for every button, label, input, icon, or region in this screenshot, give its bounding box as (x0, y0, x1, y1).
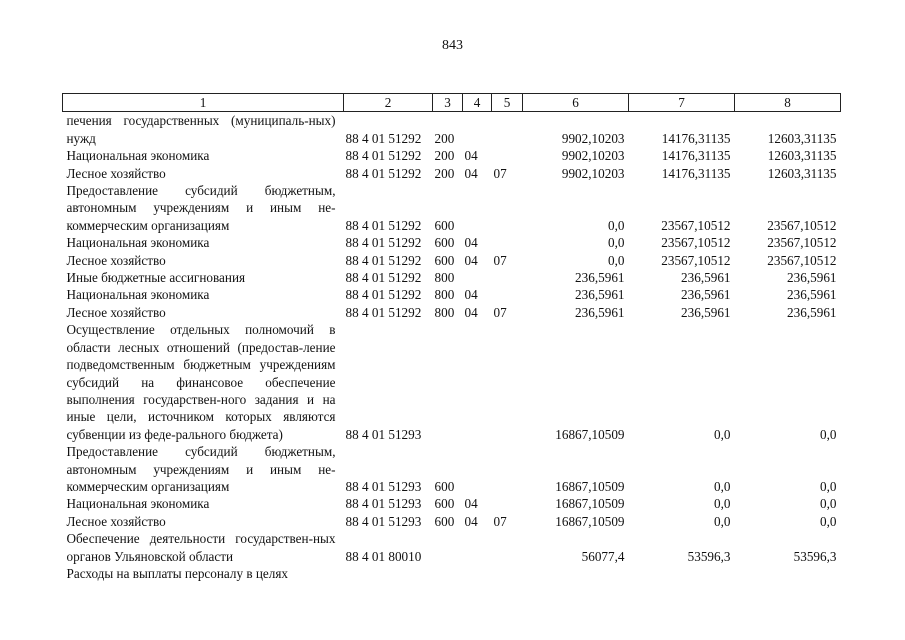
row-section (463, 321, 492, 443)
row-value-col7: 23567,10512 (661, 217, 731, 233)
row-value-col6: 236,5961 (575, 304, 625, 320)
row-name: Лесное хозяйство (66, 304, 166, 320)
row-value-col7: 0,0 (714, 478, 731, 494)
table-row (63, 252, 841, 269)
row-target-code: 88 4 01 51292 (345, 235, 422, 251)
row-target-code: 88 4 01 80010 (345, 548, 422, 564)
row-subsection (492, 565, 523, 582)
row-value-col8: 53596,3 (793, 548, 837, 564)
row-value-col6: 9902,10203 (561, 148, 625, 164)
row-value-col6: 16867,10509 (555, 513, 625, 529)
header-row (63, 94, 841, 112)
row-section: 04 (464, 287, 478, 303)
row-name: Национальная экономика (66, 235, 210, 251)
row-expense-type: 600 (434, 252, 455, 268)
row-section (463, 269, 492, 286)
row-value-col8: 12603,31135 (767, 148, 837, 164)
row-value-col6: 16867,10509 (555, 426, 625, 442)
row-value-col7: 14176,31135 (661, 130, 731, 146)
row-value-col8: 236,5961 (787, 270, 837, 286)
row-target-code (344, 565, 433, 582)
row-subsection (492, 182, 523, 234)
row-section: 04 (464, 235, 478, 251)
table-row (63, 182, 841, 234)
row-value-col7 (629, 565, 735, 582)
row-subsection: 07 (493, 304, 507, 320)
row-value-col7: 14176,31135 (661, 165, 731, 181)
row-target-code: 88 4 01 51292 (345, 287, 422, 303)
row-value-col6: 9902,10203 (561, 165, 625, 181)
row-target-code: 88 4 01 51292 (345, 304, 422, 320)
row-value-col8: 236,5961 (787, 304, 837, 320)
row-expense-type: 600 (434, 217, 455, 233)
row-target-code: 88 4 01 51292 (345, 165, 422, 181)
row-name: Национальная экономика (66, 287, 210, 303)
row-section (463, 443, 492, 495)
table-row (63, 443, 841, 495)
row-value-col6: 16867,10509 (555, 496, 625, 512)
row-subsection (492, 269, 523, 286)
row-section: 04 (464, 513, 478, 529)
header-col-2: 2 (344, 94, 433, 112)
row-value-col7: 236,5961 (681, 304, 731, 320)
table-row (63, 495, 841, 512)
row-expense-type: 800 (434, 304, 455, 320)
row-target-code: 88 4 01 51292 (345, 148, 422, 164)
header-col-6: 6 (523, 94, 629, 112)
row-value-col8: 23567,10512 (767, 235, 837, 251)
row-value-col8: 0,0 (820, 513, 837, 529)
row-target-code: 88 4 01 51292 (345, 252, 422, 268)
row-name: Национальная экономика (66, 148, 210, 164)
row-value-col6: 236,5961 (575, 270, 625, 286)
row-value-col6 (523, 565, 629, 582)
row-value-col8: 0,0 (820, 496, 837, 512)
row-section: 04 (464, 165, 478, 181)
row-name: печения государственных (муниципаль-ных) нужд (66, 113, 336, 146)
budget-table (62, 93, 841, 582)
row-subsection (492, 530, 523, 565)
row-target-code: 88 4 01 51292 (345, 217, 422, 233)
row-expense-type: 600 (434, 496, 455, 512)
row-value-col6: 0,0 (608, 217, 625, 233)
row-name: Иные бюджетные ассигнования (66, 270, 246, 286)
row-value-col6: 16867,10509 (555, 478, 625, 494)
row-name: Осуществление отдельных полномочий в области лесных отношений (предостав-ление подведомственным бюджетным учреждениям субсидий на финансовое обеспечение выполнения государствен-ного задания и на иные цели, источником которых являются субвенции из феде-рального бюджета) (66, 322, 336, 442)
table-row (63, 234, 841, 251)
row-value-col8: 12603,31135 (767, 165, 837, 181)
row-section (463, 182, 492, 234)
table-row (63, 304, 841, 321)
row-value-col8 (735, 565, 841, 582)
row-expense-type (433, 530, 463, 565)
header-col-3: 3 (433, 94, 463, 112)
row-expense-type: 800 (434, 270, 455, 286)
row-expense-type: 200 (434, 148, 455, 164)
row-name: Лесное хозяйство (66, 165, 166, 181)
row-value-col7: 0,0 (714, 513, 731, 529)
row-name: Лесное хозяйство (66, 513, 166, 529)
row-value-col8: 23567,10512 (767, 252, 837, 268)
row-section: 04 (464, 252, 478, 268)
row-section: 04 (464, 304, 478, 320)
row-value-col8: 236,5961 (787, 287, 837, 303)
row-expense-type: 600 (434, 235, 455, 251)
row-section: 04 (464, 148, 478, 164)
row-value-col7: 236,5961 (681, 287, 731, 303)
row-subsection (492, 147, 523, 164)
row-target-code: 88 4 01 51293 (345, 513, 422, 529)
row-value-col8: 23567,10512 (767, 217, 837, 233)
header-col-1: 1 (63, 94, 344, 112)
row-subsection (492, 234, 523, 251)
page-number: 843 (442, 38, 463, 53)
row-section (463, 530, 492, 565)
row-target-code: 88 4 01 51293 (345, 478, 422, 494)
row-value-col6: 0,0 (608, 252, 625, 268)
row-section (463, 112, 492, 147)
row-expense-type: 600 (434, 478, 455, 494)
row-subsection: 07 (493, 165, 507, 181)
row-name: Расходы на выплаты персоналу в целях (66, 565, 289, 581)
row-target-code: 88 4 01 51293 (345, 496, 422, 512)
row-expense-type: 200 (434, 165, 455, 181)
row-value-col7: 0,0 (714, 496, 731, 512)
row-name: Предоставление субсидий бюджетным, автономным учреждениям и иным не-коммерческим организациям (66, 444, 336, 494)
row-name: Лесное хозяйство (66, 252, 166, 268)
row-value-col7: 236,5961 (681, 270, 731, 286)
table-row (63, 321, 841, 443)
header-col-4: 4 (463, 94, 492, 112)
row-expense-type (433, 321, 463, 443)
row-expense-type: 800 (434, 287, 455, 303)
row-expense-type: 600 (434, 513, 455, 529)
table-header (63, 94, 841, 112)
row-value-col6: 56077,4 (581, 548, 625, 564)
row-target-code: 88 4 01 51292 (345, 130, 422, 146)
header-col-5: 5 (492, 94, 523, 112)
table-row (63, 112, 841, 147)
row-subsection (492, 495, 523, 512)
row-value-col7: 23567,10512 (661, 235, 731, 251)
row-section: 04 (464, 496, 478, 512)
row-value-col7: 0,0 (714, 426, 731, 442)
row-value-col7: 53596,3 (687, 548, 731, 564)
row-value-col6: 236,5961 (575, 287, 625, 303)
row-expense-type (433, 565, 463, 582)
row-expense-type: 200 (434, 130, 455, 146)
row-value-col8: 12603,31135 (767, 130, 837, 146)
row-subsection (492, 112, 523, 147)
table-row (63, 530, 841, 565)
row-value-col8: 0,0 (820, 478, 837, 494)
row-target-code: 88 4 01 51292 (345, 270, 422, 286)
table-body (63, 112, 841, 582)
row-name: Предоставление субсидий бюджетным, автономным учреждениям и иным не-коммерческим организациям (66, 183, 336, 233)
header-col-7: 7 (629, 94, 735, 112)
table-row (63, 147, 841, 164)
table-row (63, 165, 841, 182)
row-name: Обеспечение деятельности государствен-ных органов Ульяновской области (66, 531, 336, 564)
table-row (63, 286, 841, 303)
table-row (63, 269, 841, 286)
row-value-col8: 0,0 (820, 426, 837, 442)
header-col-8: 8 (735, 94, 841, 112)
row-subsection (492, 321, 523, 443)
row-value-col7: 23567,10512 (661, 252, 731, 268)
row-value-col7: 14176,31135 (661, 148, 731, 164)
row-subsection (492, 286, 523, 303)
row-value-col6: 0,0 (608, 235, 625, 251)
row-name: Национальная экономика (66, 496, 210, 512)
table-row (63, 513, 841, 530)
row-subsection (492, 443, 523, 495)
row-target-code: 88 4 01 51293 (345, 426, 422, 442)
table-row (63, 565, 841, 582)
row-value-col6: 9902,10203 (561, 130, 625, 146)
row-subsection: 07 (493, 513, 507, 529)
row-section (463, 565, 492, 582)
row-subsection: 07 (493, 252, 507, 268)
